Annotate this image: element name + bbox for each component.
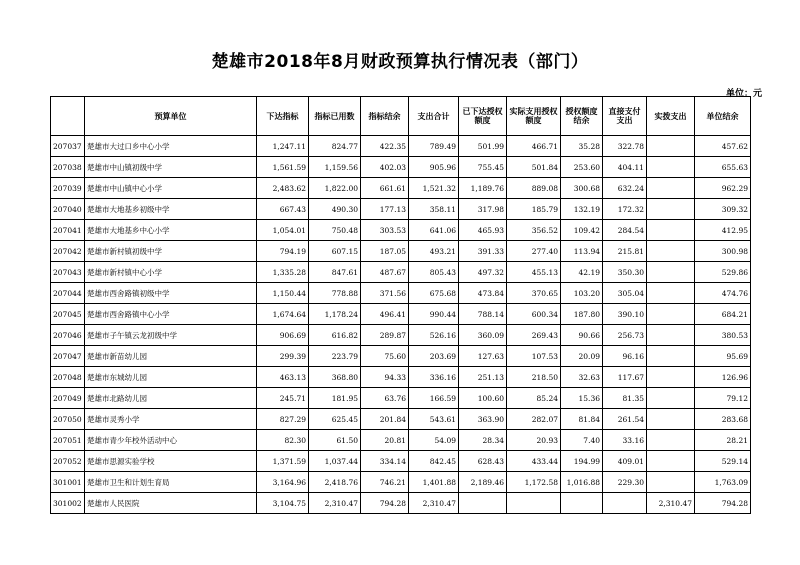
total-expenditure-cell: 842.45: [409, 451, 459, 472]
total-expenditure-cell: 675.68: [409, 283, 459, 304]
direct-payment-cell: 117.67: [603, 367, 647, 388]
authorized-balance-cell: [561, 493, 603, 514]
unit-code-cell: 207051: [51, 430, 85, 451]
authorized-balance-cell: 187.80: [561, 304, 603, 325]
quota-used-cell: 847.61: [309, 262, 361, 283]
unit-balance-cell: 474.76: [695, 283, 751, 304]
authorized-balance-cell: 35.28: [561, 136, 603, 157]
authorized-used-cell: 455.13: [507, 262, 561, 283]
allocated-payment-cell: [647, 136, 695, 157]
unit-balance-cell: 655.63: [695, 157, 751, 178]
direct-payment-cell: 172.32: [603, 199, 647, 220]
table-row: [51, 325, 751, 346]
issued-quota-cell: 827.29: [257, 409, 309, 430]
quota-used-cell: 1,822.00: [309, 178, 361, 199]
allocated-payment-cell: [647, 241, 695, 262]
authorized-amount-cell: 755.45: [459, 157, 507, 178]
unit-name-cell: 楚雄市北路幼儿园: [85, 388, 257, 409]
unit-balance-cell: 380.53: [695, 325, 751, 346]
quota-balance-cell: 422.35: [361, 136, 409, 157]
header-quota-used: 指标已用数: [309, 97, 361, 136]
direct-payment-cell: 632.24: [603, 178, 647, 199]
unit-name-cell: 楚雄市大地基乡初级中学: [85, 199, 257, 220]
unit-name-cell: 楚雄市人民医院: [85, 493, 257, 514]
unit-code-cell: 207042: [51, 241, 85, 262]
authorized-used-cell: 282.07: [507, 409, 561, 430]
unit-balance-cell: 1,763.09: [695, 472, 751, 493]
direct-payment-cell: 390.10: [603, 304, 647, 325]
direct-payment-cell: 261.54: [603, 409, 647, 430]
authorized-balance-cell: 194.99: [561, 451, 603, 472]
total-expenditure-cell: 1,521.32: [409, 178, 459, 199]
quota-balance-cell: 187.05: [361, 241, 409, 262]
total-expenditure-cell: 905.96: [409, 157, 459, 178]
quota-used-cell: 2,418.76: [309, 472, 361, 493]
quota-used-cell: 1,178.24: [309, 304, 361, 325]
allocated-payment-cell: [647, 409, 695, 430]
issued-quota-cell: 2,483.62: [257, 178, 309, 199]
table-row: [51, 262, 751, 283]
authorized-used-cell: 185.79: [507, 199, 561, 220]
table-row: [51, 199, 751, 220]
direct-payment-cell: [603, 493, 647, 514]
total-expenditure-cell: 990.44: [409, 304, 459, 325]
table-row: [51, 304, 751, 325]
unit-name-cell: 楚雄市卫生和计划生育局: [85, 472, 257, 493]
authorized-balance-cell: 42.19: [561, 262, 603, 283]
authorized-amount-cell: 1,189.76: [459, 178, 507, 199]
authorized-used-cell: 1,172.58: [507, 472, 561, 493]
authorized-balance-cell: 1,016.88: [561, 472, 603, 493]
issued-quota-cell: 3,104.75: [257, 493, 309, 514]
issued-quota-cell: 82.30: [257, 430, 309, 451]
unit-name-cell: 楚雄市西舍路镇初级中学: [85, 283, 257, 304]
unit-code-cell: 207044: [51, 283, 85, 304]
unit-name-cell: 楚雄市新苗幼儿园: [85, 346, 257, 367]
authorized-balance-cell: 132.19: [561, 199, 603, 220]
allocated-payment-cell: [647, 157, 695, 178]
total-expenditure-cell: 336.16: [409, 367, 459, 388]
quota-balance-cell: 496.41: [361, 304, 409, 325]
authorized-balance-cell: 103.20: [561, 283, 603, 304]
issued-quota-cell: 3,164.96: [257, 472, 309, 493]
authorized-amount-cell: 465.93: [459, 220, 507, 241]
direct-payment-cell: 229.30: [603, 472, 647, 493]
quota-balance-cell: 402.03: [361, 157, 409, 178]
authorized-amount-cell: 127.63: [459, 346, 507, 367]
unit-code-cell: 207048: [51, 367, 85, 388]
issued-quota-cell: 1,561.59: [257, 157, 309, 178]
unit-name-cell: 楚雄市中山镇中心小学: [85, 178, 257, 199]
unit-name-cell: 楚雄市西舍路镇中心小学: [85, 304, 257, 325]
table-row: [51, 157, 751, 178]
authorized-used-cell: 433.44: [507, 451, 561, 472]
table-row: [51, 409, 751, 430]
quota-balance-cell: 20.81: [361, 430, 409, 451]
table-row: [51, 493, 751, 514]
quota-balance-cell: 289.87: [361, 325, 409, 346]
quota-balance-cell: 303.53: [361, 220, 409, 241]
issued-quota-cell: 1,674.64: [257, 304, 309, 325]
quota-balance-cell: 487.67: [361, 262, 409, 283]
table-row: [51, 220, 751, 241]
quota-used-cell: 2,310.47: [309, 493, 361, 514]
unit-code-cell: 207050: [51, 409, 85, 430]
table-row: [51, 346, 751, 367]
unit-balance-cell: 95.69: [695, 346, 751, 367]
unit-balance-cell: 79.12: [695, 388, 751, 409]
issued-quota-cell: 1,247.11: [257, 136, 309, 157]
unit-name-cell: 楚雄市中山镇初级中学: [85, 157, 257, 178]
unit-balance-cell: 794.28: [695, 493, 751, 514]
quota-balance-cell: 201.84: [361, 409, 409, 430]
issued-quota-cell: 906.69: [257, 325, 309, 346]
allocated-payment-cell: [647, 283, 695, 304]
direct-payment-cell: 322.78: [603, 136, 647, 157]
unit-balance-cell: 684.21: [695, 304, 751, 325]
unit-balance-cell: 412.95: [695, 220, 751, 241]
authorized-balance-cell: 7.40: [561, 430, 603, 451]
unit-code-cell: 207049: [51, 388, 85, 409]
unit-balance-cell: 126.96: [695, 367, 751, 388]
unit-code-cell: 207037: [51, 136, 85, 157]
quota-used-cell: 750.48: [309, 220, 361, 241]
table-row: [51, 178, 751, 199]
unit-code-cell: 301002: [51, 493, 85, 514]
direct-payment-cell: 215.81: [603, 241, 647, 262]
direct-payment-cell: 96.16: [603, 346, 647, 367]
unit-balance-cell: 962.29: [695, 178, 751, 199]
total-expenditure-cell: 641.06: [409, 220, 459, 241]
authorized-amount-cell: 628.43: [459, 451, 507, 472]
authorized-amount-cell: 360.09: [459, 325, 507, 346]
quota-used-cell: 490.30: [309, 199, 361, 220]
quota-balance-cell: 334.14: [361, 451, 409, 472]
table-row: [51, 388, 751, 409]
unit-balance-cell: 283.68: [695, 409, 751, 430]
total-expenditure-cell: 54.09: [409, 430, 459, 451]
header-unit-balance: 单位结余: [695, 97, 751, 136]
allocated-payment-cell: 2,310.47: [647, 493, 695, 514]
unit-code-cell: 207046: [51, 325, 85, 346]
quota-used-cell: 616.82: [309, 325, 361, 346]
authorized-used-cell: 20.93: [507, 430, 561, 451]
quota-balance-cell: 371.56: [361, 283, 409, 304]
authorized-amount-cell: 788.14: [459, 304, 507, 325]
unit-name-cell: 楚雄市思源实验学校: [85, 451, 257, 472]
total-expenditure-cell: 358.11: [409, 199, 459, 220]
total-expenditure-cell: 203.69: [409, 346, 459, 367]
unit-name-cell: 楚雄市新村镇中心小学: [85, 262, 257, 283]
unit-name-cell: 楚雄市青少年校外活动中心: [85, 430, 257, 451]
authorized-used-cell: 466.71: [507, 136, 561, 157]
total-expenditure-cell: 1,401.88: [409, 472, 459, 493]
unit-code-cell: 207047: [51, 346, 85, 367]
header-total-expenditure: 支出合计: [409, 97, 459, 136]
quota-used-cell: 778.88: [309, 283, 361, 304]
unit-balance-cell: 529.86: [695, 262, 751, 283]
unit-balance-cell: 457.62: [695, 136, 751, 157]
authorized-amount-cell: 363.90: [459, 409, 507, 430]
header-authorized-used: 实际支用授权额度: [507, 97, 561, 136]
table-row: [51, 472, 751, 493]
authorized-amount-cell: 391.33: [459, 241, 507, 262]
unit-code-cell: 207052: [51, 451, 85, 472]
unit-code-cell: 207039: [51, 178, 85, 199]
authorized-amount-cell: 497.32: [459, 262, 507, 283]
unit-name-cell: 楚雄市大地基乡中心小学: [85, 220, 257, 241]
table-row: [51, 283, 751, 304]
allocated-payment-cell: [647, 367, 695, 388]
total-expenditure-cell: 493.21: [409, 241, 459, 262]
authorized-balance-cell: 300.68: [561, 178, 603, 199]
header-authorized-balance: 授权额度结余: [561, 97, 603, 136]
authorized-used-cell: 370.65: [507, 283, 561, 304]
direct-payment-cell: 33.16: [603, 430, 647, 451]
authorized-amount-cell: 473.84: [459, 283, 507, 304]
authorized-used-cell: 356.52: [507, 220, 561, 241]
quota-used-cell: 368.80: [309, 367, 361, 388]
unit-balance-cell: 529.14: [695, 451, 751, 472]
authorized-amount-cell: 100.60: [459, 388, 507, 409]
authorized-balance-cell: 32.63: [561, 367, 603, 388]
authorized-used-cell: 218.50: [507, 367, 561, 388]
allocated-payment-cell: [647, 472, 695, 493]
unit-balance-cell: 28.21: [695, 430, 751, 451]
header-code: [51, 97, 85, 136]
allocated-payment-cell: [647, 346, 695, 367]
unit-name-cell: 楚雄市新村镇初级中学: [85, 241, 257, 262]
allocated-payment-cell: [647, 220, 695, 241]
quota-used-cell: 1,037.44: [309, 451, 361, 472]
issued-quota-cell: 463.13: [257, 367, 309, 388]
quota-used-cell: 1,159.56: [309, 157, 361, 178]
header-authorized-amount: 已下达授权额度: [459, 97, 507, 136]
quota-balance-cell: 75.60: [361, 346, 409, 367]
quota-used-cell: 181.95: [309, 388, 361, 409]
header-allocated-payment: 实拨支出: [647, 97, 695, 136]
unit-code-cell: 207041: [51, 220, 85, 241]
authorized-amount-cell: [459, 493, 507, 514]
report-title: 楚雄市2018年8月财政预算执行情况表（部门）: [211, 52, 589, 72]
unit-name-cell: 楚雄市大过口乡中心小学: [85, 136, 257, 157]
header-direct-payment: 直接支付支出: [603, 97, 647, 136]
direct-payment-cell: 256.73: [603, 325, 647, 346]
authorized-used-cell: 889.08: [507, 178, 561, 199]
authorized-balance-cell: 20.09: [561, 346, 603, 367]
authorized-used-cell: 277.40: [507, 241, 561, 262]
authorized-amount-cell: 501.99: [459, 136, 507, 157]
allocated-payment-cell: [647, 430, 695, 451]
total-expenditure-cell: 789.49: [409, 136, 459, 157]
direct-payment-cell: 81.35: [603, 388, 647, 409]
quota-balance-cell: 661.61: [361, 178, 409, 199]
total-expenditure-cell: 166.59: [409, 388, 459, 409]
quota-used-cell: 61.50: [309, 430, 361, 451]
issued-quota-cell: 1,054.01: [257, 220, 309, 241]
quota-balance-cell: 63.76: [361, 388, 409, 409]
header-unit-name: 预算单位: [85, 97, 257, 136]
unit-code-cell: 207038: [51, 157, 85, 178]
quota-balance-cell: 746.21: [361, 472, 409, 493]
direct-payment-cell: 305.04: [603, 283, 647, 304]
unit-code-cell: 207040: [51, 199, 85, 220]
unit-name-cell: 楚雄市子午镇云龙初级中学: [85, 325, 257, 346]
authorized-used-cell: 107.53: [507, 346, 561, 367]
direct-payment-cell: 350.30: [603, 262, 647, 283]
quota-used-cell: 223.79: [309, 346, 361, 367]
authorized-balance-cell: 253.60: [561, 157, 603, 178]
authorized-balance-cell: 81.84: [561, 409, 603, 430]
total-expenditure-cell: 2,310.47: [409, 493, 459, 514]
issued-quota-cell: 1,150.44: [257, 283, 309, 304]
table-row: [51, 367, 751, 388]
authorized-used-cell: [507, 493, 561, 514]
allocated-payment-cell: [647, 388, 695, 409]
allocated-payment-cell: [647, 451, 695, 472]
budget-table: [50, 96, 751, 514]
header-row: [51, 97, 751, 136]
unit-balance-cell: 300.98: [695, 241, 751, 262]
total-expenditure-cell: 526.16: [409, 325, 459, 346]
issued-quota-cell: 245.71: [257, 388, 309, 409]
quota-used-cell: 824.77: [309, 136, 361, 157]
direct-payment-cell: 409.01: [603, 451, 647, 472]
issued-quota-cell: 667.43: [257, 199, 309, 220]
issued-quota-cell: 299.39: [257, 346, 309, 367]
authorized-amount-cell: 251.13: [459, 367, 507, 388]
issued-quota-cell: 794.19: [257, 241, 309, 262]
authorized-amount-cell: 317.98: [459, 199, 507, 220]
quota-balance-cell: 794.28: [361, 493, 409, 514]
quota-used-cell: 625.45: [309, 409, 361, 430]
unit-balance-cell: 309.32: [695, 199, 751, 220]
table-row: [51, 136, 751, 157]
unit-name-cell: 楚雄市东城幼儿园: [85, 367, 257, 388]
direct-payment-cell: 284.54: [603, 220, 647, 241]
table-row: [51, 451, 751, 472]
issued-quota-cell: 1,371.59: [257, 451, 309, 472]
authorized-balance-cell: 113.94: [561, 241, 603, 262]
unit-code-cell: 207045: [51, 304, 85, 325]
total-expenditure-cell: 543.61: [409, 409, 459, 430]
allocated-payment-cell: [647, 325, 695, 346]
quota-balance-cell: 94.33: [361, 367, 409, 388]
direct-payment-cell: 404.11: [603, 157, 647, 178]
authorized-balance-cell: 15.36: [561, 388, 603, 409]
unit-label: 单位：元: [725, 89, 762, 99]
allocated-payment-cell: [647, 262, 695, 283]
quota-used-cell: 607.15: [309, 241, 361, 262]
issued-quota-cell: 1,335.28: [257, 262, 309, 283]
unit-code-cell: 301001: [51, 472, 85, 493]
header-issued-quota: 下达指标: [257, 97, 309, 136]
authorized-used-cell: 269.43: [507, 325, 561, 346]
unit-name-cell: 楚雄市灵秀小学: [85, 409, 257, 430]
quota-balance-cell: 177.13: [361, 199, 409, 220]
authorized-amount-cell: 2,189.46: [459, 472, 507, 493]
allocated-payment-cell: [647, 199, 695, 220]
unit-code-cell: 207043: [51, 262, 85, 283]
authorized-balance-cell: 90.66: [561, 325, 603, 346]
table-row: [51, 241, 751, 262]
authorized-used-cell: 600.34: [507, 304, 561, 325]
authorized-amount-cell: 28.34: [459, 430, 507, 451]
table-row: [51, 430, 751, 451]
authorized-used-cell: 501.84: [507, 157, 561, 178]
authorized-used-cell: 85.24: [507, 388, 561, 409]
total-expenditure-cell: 805.43: [409, 262, 459, 283]
allocated-payment-cell: [647, 178, 695, 199]
allocated-payment-cell: [647, 304, 695, 325]
authorized-balance-cell: 109.42: [561, 220, 603, 241]
header-quota-balance: 指标结余: [361, 97, 409, 136]
